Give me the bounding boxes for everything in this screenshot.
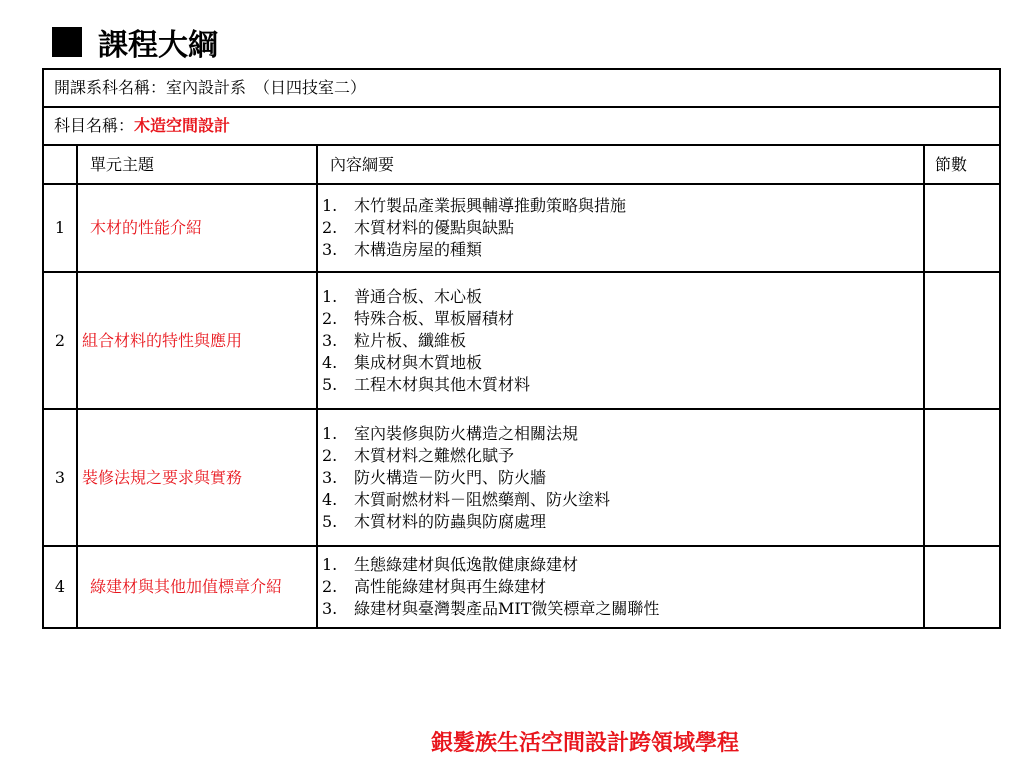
header-row [43, 145, 1000, 184]
item-index: 1. [322, 555, 338, 574]
department-label: 開課系科名稱： [54, 78, 167, 97]
item-text: 木竹製品產業振興輔導推動策略與措施 [354, 196, 627, 215]
header-periods: 節數 [924, 145, 1000, 184]
list-item [322, 576, 919, 598]
header-no [43, 145, 77, 184]
item-index: 1. [322, 423, 338, 443]
item-text: 綠建材與臺灣製產品MIT微笑標章之關聯性 [354, 599, 660, 618]
department-row [43, 69, 1000, 107]
department-cell [43, 69, 1000, 107]
item-index: 1. [322, 196, 338, 215]
list-item [322, 598, 919, 620]
periods-cell [924, 546, 1000, 628]
list-item [322, 423, 919, 445]
heading-text: 課程大綱 [98, 28, 218, 63]
unit-topic: 組合材料的特性與應用 [77, 272, 317, 409]
item-text: 木質材料的優點與缺點 [354, 218, 515, 237]
item-index: 4. [322, 352, 338, 372]
item-index: 3. [322, 330, 338, 350]
item-index: 1. [322, 286, 338, 306]
item-index: 2. [322, 445, 338, 465]
item-index: 3. [322, 240, 338, 259]
item-text: 工程木材與其他木質材料 [354, 374, 531, 394]
list-item [322, 239, 919, 261]
item-text: 粒片板、纖維板 [354, 330, 467, 350]
item-text: 室內裝修與防火構造之相關法規 [354, 423, 579, 443]
list-item [322, 467, 919, 489]
list-item [322, 308, 919, 330]
row-number: 3 [43, 409, 77, 546]
item-index: 2. [322, 308, 338, 328]
item-index: 5. [322, 374, 338, 394]
item-text: 木質材料之難燃化賦予 [354, 445, 515, 465]
content-outline [317, 272, 924, 409]
item-text: 木質材料的防蟲與防腐處理 [354, 511, 547, 531]
item-text: 木構造房屋的種類 [354, 240, 483, 259]
square-bullet-icon [52, 27, 82, 57]
subject-cell [43, 107, 1000, 145]
subject-row [43, 107, 1000, 145]
unit-topic: 綠建材與其他加值標章介紹 [77, 546, 317, 628]
list-item [322, 511, 919, 533]
item-index: 5. [322, 511, 338, 531]
periods-cell [924, 184, 1000, 272]
list-item [322, 489, 919, 511]
item-text: 高性能綠建材與再生綠建材 [354, 577, 547, 596]
unit-topic: 裝修法規之要求與實務 [77, 409, 317, 546]
page-heading [52, 20, 218, 64]
row-number: 1 [43, 184, 77, 272]
department-value: 室內設計系 （日四技室二） [166, 78, 367, 97]
item-text: 木質耐燃材料－阻燃藥劑、防火塗料 [354, 489, 611, 509]
periods-cell [924, 272, 1000, 409]
list-item [322, 195, 919, 217]
list-item [322, 330, 919, 352]
list-item [322, 554, 919, 576]
subject-label: 科目名稱： [54, 116, 135, 135]
table-row [43, 184, 1000, 272]
content-outline [317, 409, 924, 546]
list-item [322, 217, 919, 239]
item-index: 3. [322, 467, 338, 487]
content-outline [317, 546, 924, 628]
header-content: 內容綱要 [317, 145, 924, 184]
list-item [322, 352, 919, 374]
item-index: 2. [322, 218, 338, 237]
list-item [322, 286, 919, 308]
header-unit: 單元主題 [77, 145, 317, 184]
item-text: 生態綠建材與低逸散健康綠建材 [354, 555, 579, 574]
table-row [43, 546, 1000, 628]
item-index: 3. [322, 599, 338, 618]
table-row [43, 409, 1000, 546]
item-text: 集成材與木質地板 [354, 352, 483, 372]
unit-topic: 木材的性能介紹 [77, 184, 317, 272]
periods-cell [924, 409, 1000, 546]
item-text: 普通合板、木心板 [354, 286, 483, 306]
footer-program-name: 銀髮族生活空間設計跨領域學程 [431, 730, 740, 756]
row-number: 2 [43, 272, 77, 409]
table-row [43, 272, 1000, 409]
list-item [322, 445, 919, 467]
list-item [322, 374, 919, 396]
row-number: 4 [43, 546, 77, 628]
content-outline [317, 184, 924, 272]
course-outline-table [42, 68, 1001, 629]
item-text: 特殊合板、單板層積材 [354, 308, 515, 328]
item-index: 2. [322, 577, 338, 596]
item-index: 4. [322, 489, 338, 509]
item-text: 防火構造－防火門、防火牆 [354, 467, 547, 487]
subject-value: 木造空間設計 [134, 116, 231, 135]
